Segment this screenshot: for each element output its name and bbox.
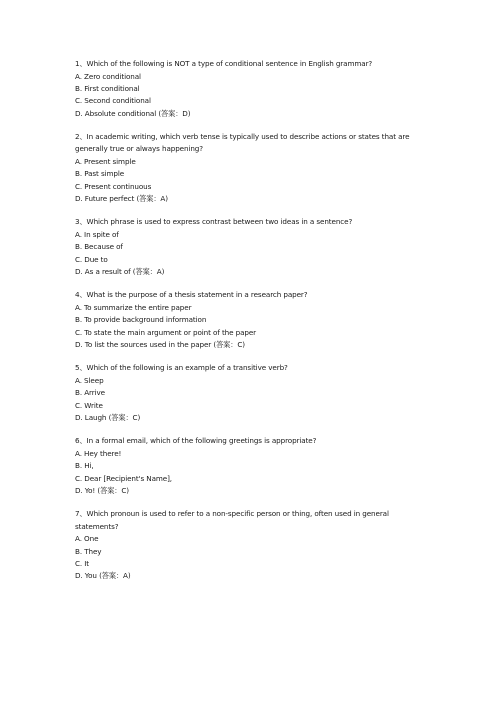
option-b: B. To provide background information bbox=[75, 315, 207, 325]
option-a: A. In spite of bbox=[75, 230, 119, 240]
option-d-with-answer bbox=[75, 412, 425, 424]
option-c: C. To state the main argument or point of the paper bbox=[75, 327, 257, 337]
option-a: A. To summarize the entire paper bbox=[75, 303, 192, 313]
option-d: D. Laugh bbox=[75, 412, 107, 422]
option-c: C. Present continuous bbox=[75, 181, 152, 191]
question-stem: 5、Which of the following is an example of a transitive verb? bbox=[75, 363, 288, 373]
question-3 bbox=[75, 216, 425, 278]
option-d-with-answer bbox=[75, 570, 425, 582]
answer-key: (答案：D) bbox=[158, 108, 191, 118]
option-d-with-answer bbox=[75, 108, 425, 120]
option-c: C. It bbox=[75, 558, 90, 568]
option-d: D. To list the sources used in the paper bbox=[75, 339, 212, 349]
option-a: A. Hey there! bbox=[75, 449, 122, 459]
question-1 bbox=[75, 58, 425, 120]
option-a: A. Sleep bbox=[75, 376, 104, 386]
option-c: C. Write bbox=[75, 400, 103, 410]
answer-key: (答案：C) bbox=[97, 485, 129, 495]
question-stem: 2、In academic writing, which verb tense is typically used to describe actions or states that are generally true or always happening? bbox=[75, 131, 410, 154]
question-stem: 7、Which pronoun is used to refer to a non-specific person or thing, often used in general statements? bbox=[75, 509, 389, 531]
question-5 bbox=[75, 362, 425, 424]
question-7 bbox=[75, 508, 425, 582]
option-b: B. First conditional bbox=[75, 84, 140, 94]
question-4 bbox=[75, 289, 425, 351]
option-d: D. Future perfect bbox=[75, 193, 135, 203]
option-c: C. Dear [Recipient's Name], bbox=[75, 473, 172, 483]
option-a: A. One bbox=[75, 534, 99, 544]
answer-key: (答案：A) bbox=[99, 571, 131, 581]
option-d-with-answer bbox=[75, 485, 425, 497]
question-stem: 3、Which phrase is used to express contrast between two ideas in a sentence? bbox=[75, 217, 353, 227]
answer-key: (答案：A) bbox=[136, 193, 168, 203]
option-b: B. Arrive bbox=[75, 388, 105, 398]
option-d-with-answer bbox=[75, 193, 425, 205]
question-2 bbox=[75, 131, 425, 205]
question-6 bbox=[75, 435, 425, 497]
option-d-with-answer bbox=[75, 266, 425, 278]
answer-key: (答案：A) bbox=[132, 266, 165, 276]
option-d: D. Absolute conditional bbox=[75, 108, 157, 118]
option-b: B. Past simple bbox=[75, 169, 125, 179]
option-a: A. Present simple bbox=[75, 157, 136, 167]
quiz-page bbox=[75, 58, 425, 593]
answer-key: (答案：C) bbox=[213, 339, 245, 349]
option-a: A. Zero conditional bbox=[75, 71, 141, 81]
question-stem: 4、What is the purpose of a thesis statement in a research paper? bbox=[75, 290, 308, 300]
option-b: B. They bbox=[75, 546, 102, 556]
option-d: D. Yo! bbox=[75, 485, 96, 495]
option-c: C. Due to bbox=[75, 254, 108, 264]
option-b: B. Hi, bbox=[75, 461, 94, 471]
option-c: C. Second conditional bbox=[75, 96, 151, 106]
option-d: D. As a result of bbox=[75, 266, 131, 276]
option-d-with-answer bbox=[75, 339, 425, 351]
question-stem: 6、In a formal email, which of the following greetings is appropriate? bbox=[75, 436, 317, 446]
answer-key: (答案：C) bbox=[108, 412, 141, 422]
option-b: B. Because of bbox=[75, 242, 123, 252]
question-stem: 1、Which of the following is NOT a type of conditional sentence in English grammar? bbox=[75, 59, 373, 68]
option-d: D. You bbox=[75, 571, 97, 581]
